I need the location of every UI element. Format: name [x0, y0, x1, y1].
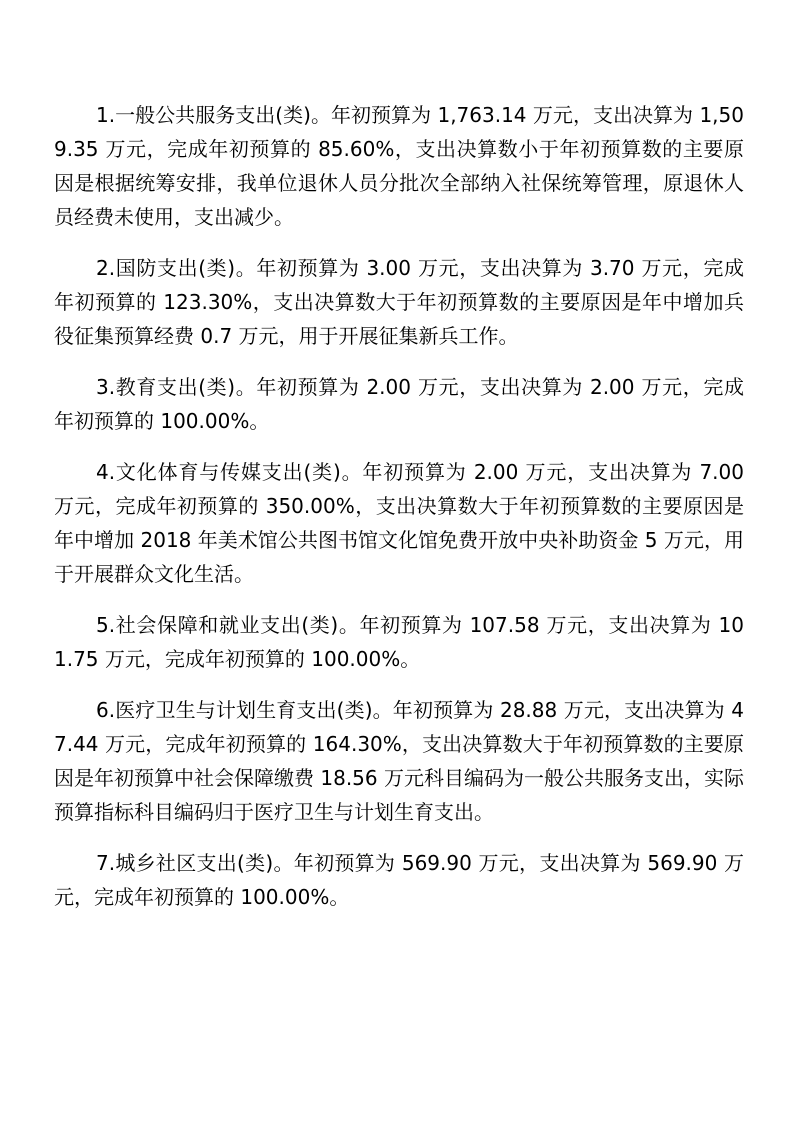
- paragraph-medical-health-family-planning: 6.医疗卫生与计划生育支出(类)。年初预算为 28.88 万元，支出决算为 47.44 万元，完成年初预算的 164.30%，支出决算数大于年初预算数的主要原因是年初预算中社会保障缴费 18.56 万元科目编码为一般公共服务支出，实际预算指标科目编码归于医疗卫生与计划生育支出。: [54, 698, 744, 824]
- paragraph-national-defense: 2.国防支出(类)。年初预算为 3.00 万元，支出决算为 3.70 万元，完成年初预算的 123.30%，支出决算数大于年初预算数的主要原因是年中增加兵役征集预算经费 0.7 万元，用于开展征集新兵工作。: [54, 256, 744, 348]
- paragraph-general-public-services: 1.一般公共服务支出(类)。年初预算为 1,763.14 万元，支出决算为 1,509.35 万元，完成年初预算的 85.60%，支出决算数小于年初预算数的主要原因是根据统筹安排，我单位退休人员分批次全部纳入社保统筹管理，原退休人员经费未使用，支出减少。: [54, 103, 744, 229]
- paragraph-education: 3.教育支出(类)。年初预算为 2.00 万元，支出决算为 2.00 万元，完成年初预算的 100.00%。: [54, 375, 744, 433]
- document-body: [54, 98, 744, 931]
- paragraph-culture-sports-media: 4.文化体育与传媒支出(类)。年初预算为 2.00 万元，支出决算为 7.00 万元，完成年初预算的 350.00%，支出决算数大于年初预算数的主要原因是年中增加 2018 年美术馆公共图书馆文化馆免费开放中央补助资金 5 万元，用于开展群众文化生活。: [54, 460, 744, 586]
- paragraph-social-security-employment: 5.社会保障和就业支出(类)。年初预算为 107.58 万元，支出决算为 101.75 万元，完成年初预算的 100.00%。: [54, 613, 744, 671]
- paragraph-urban-rural-community: 7.城乡社区支出(类)。年初预算为 569.90 万元，支出决算为 569.90 万元，完成年初预算的 100.00%。: [54, 851, 744, 909]
